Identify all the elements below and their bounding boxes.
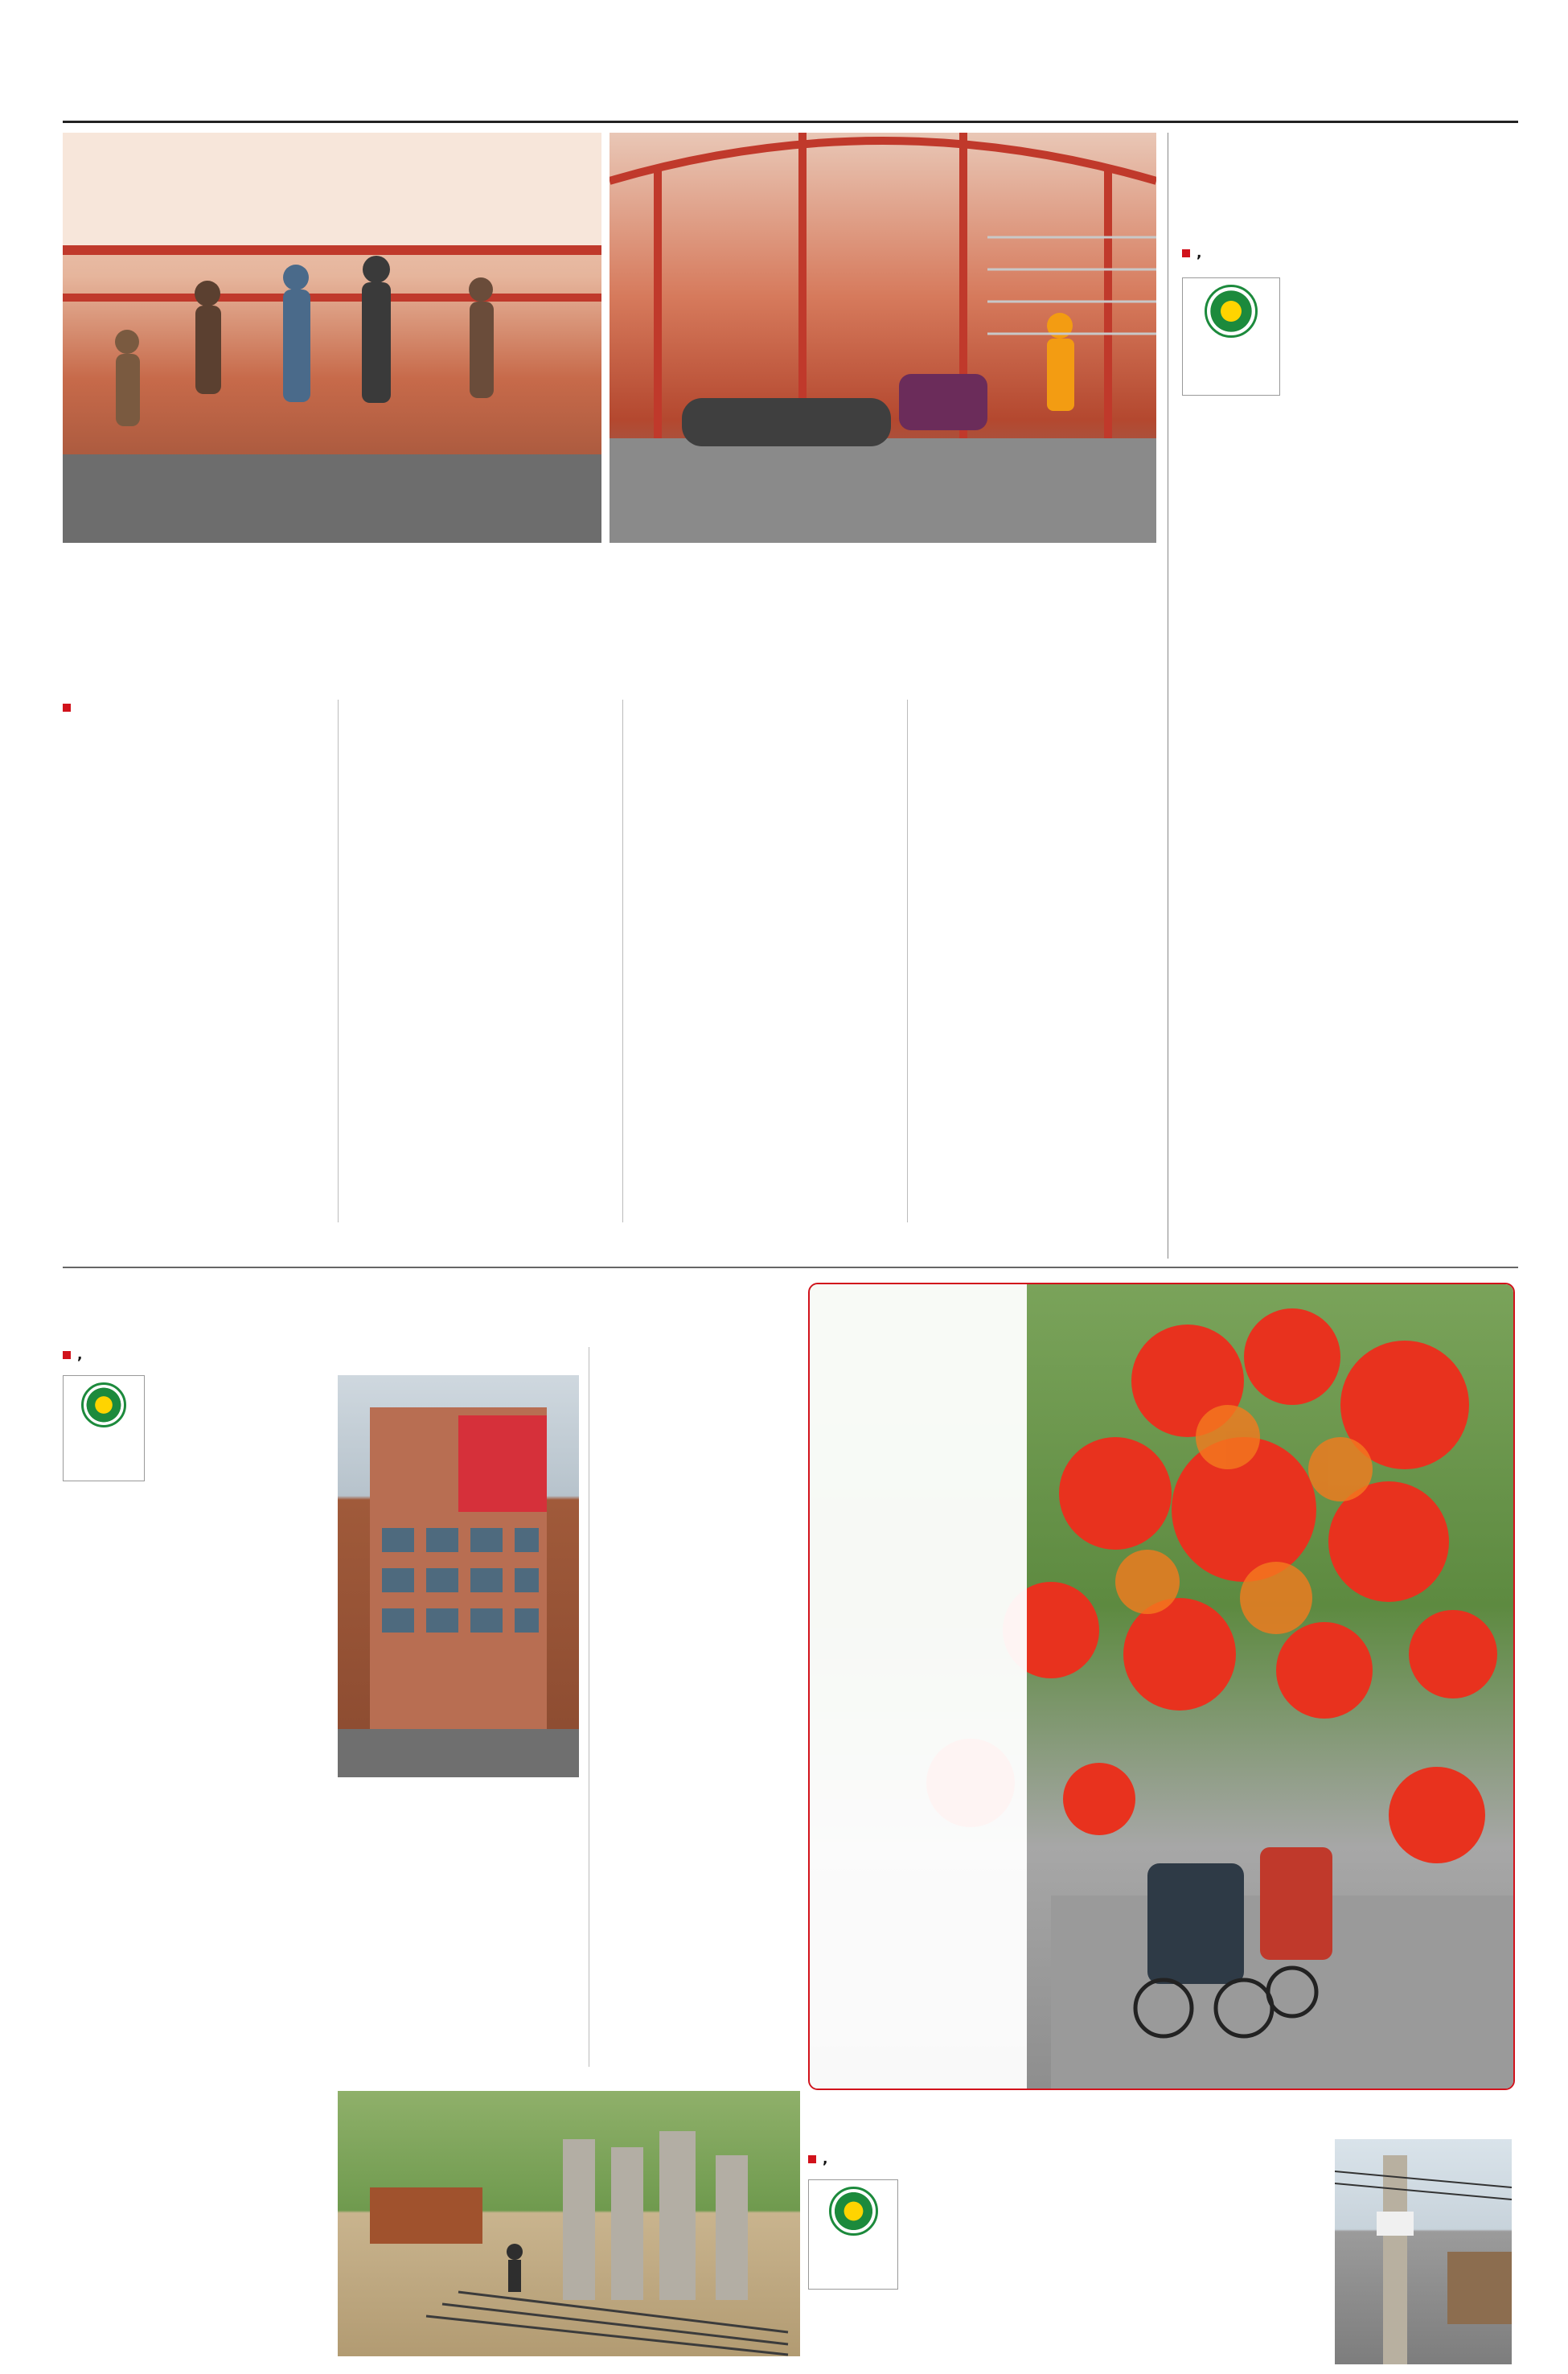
byline-marker: [808, 2155, 816, 2163]
lead-column-2: [347, 700, 613, 1222]
lead-column-1: [63, 724, 328, 1222]
city-corporation-emblem-icon: [1205, 285, 1258, 338]
lead-column-4: [917, 700, 1158, 1222]
sleeping-on-bridge-illustration: [610, 133, 1156, 543]
byline-marker: [63, 704, 71, 712]
electric-pole-photo: [1335, 2139, 1512, 2364]
rangpur-city-logo: [63, 1375, 145, 1481]
city-corporation-emblem-icon: [81, 1382, 126, 1427]
hospital-byline: ,: [1182, 245, 1520, 261]
pole-in-road-illustration: [1335, 2139, 1512, 2364]
header-rule: [63, 121, 1518, 123]
construction-site-illustration: [338, 2091, 800, 2356]
column-divider: [622, 700, 623, 1222]
comilla-city-logo: [1182, 277, 1280, 396]
hospital-body: [1182, 434, 1520, 1255]
construction-photo: [338, 2091, 800, 2356]
footbridge-people-illustration: [63, 133, 601, 543]
fire-byline: ,: [63, 1347, 384, 1363]
column-divider: [907, 700, 908, 1222]
fire-column-1: [63, 1488, 328, 2067]
electric-byline: ,: [808, 2151, 1210, 2167]
lead-photo-left: [63, 133, 601, 543]
fire-column-2: [338, 1785, 579, 2067]
byline-marker: [63, 1351, 71, 1359]
lead-photo-right: [610, 133, 1156, 543]
building-photo: [338, 1375, 579, 1777]
hospital-intro: [1287, 277, 1520, 430]
byline-marker: [1182, 249, 1190, 257]
photo-feature-text: [824, 1389, 1014, 1968]
lead-column-3: [632, 700, 897, 1222]
city-corporation-emblem-icon: [829, 2187, 878, 2236]
photo-feature-textbox: [810, 1284, 1027, 2089]
column-divider: [338, 700, 339, 1222]
electric-body: [905, 2179, 1323, 2364]
photo-feature-frame: [808, 1283, 1515, 2090]
fire-column-3: [598, 1347, 799, 2067]
gazipur-city-logo: [808, 2179, 898, 2290]
section-rule: [63, 1267, 1518, 1268]
tall-building-illustration: [338, 1375, 579, 1777]
lead-byline: [63, 700, 328, 716]
masthead: [63, 24, 1518, 113]
